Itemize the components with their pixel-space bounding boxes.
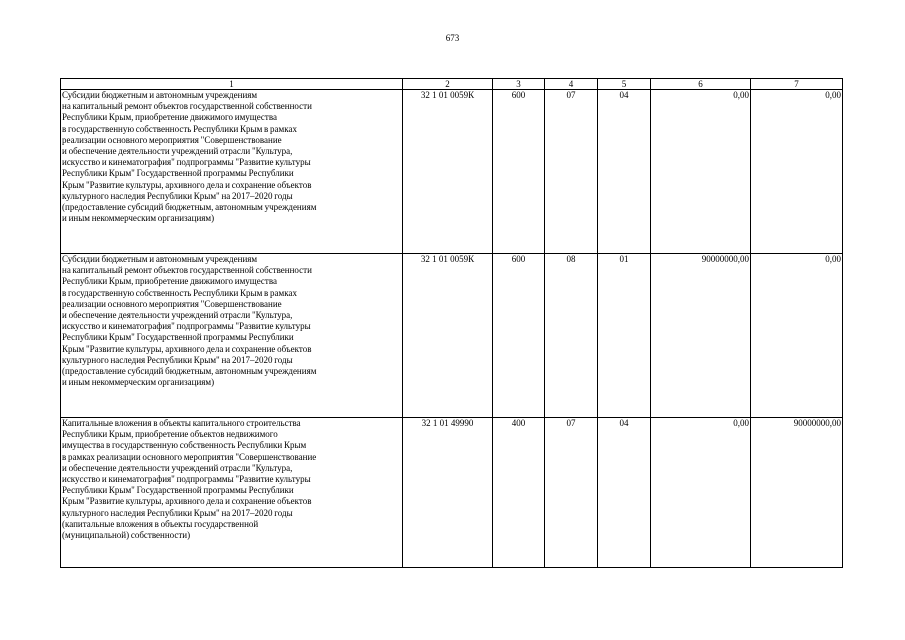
- header-cell-7: 7: [751, 79, 843, 90]
- row-expense-type: 400: [493, 418, 545, 568]
- row-amount-6: 90000000,00: [651, 254, 751, 418]
- page-number: 673: [445, 33, 460, 43]
- row-description: Субсидии бюджетным и автономным учреждениям на капитальный ремонт объектов государственной собственности Республики Крым, приобретение движимого имущества в государственную собственность Республики Крым в рамках реализации основного мероприятия "Совершенствование и обеспечение деятельности учреждений отрасли "Культура, искусство и кинематография" подпрограммы "Развитие культуры Республики Крым" Государственной программы Республики Крым "Развитие культуры, архивного дела и сохранение объектов культурного наследия Республики Крым" на 2017–2020 годы (предоставление субсидий бюджетным, автономным учреждениям и иным некоммерческим организациям): [61, 254, 403, 418]
- table-row: [61, 90, 843, 254]
- header-cell-5: 5: [598, 79, 651, 90]
- row-target-code: 32 1 01 49990: [403, 418, 493, 568]
- header-cell-3: 3: [493, 79, 545, 90]
- row-section: 08: [545, 254, 598, 418]
- row-section: 07: [545, 90, 598, 254]
- table-row: [61, 254, 843, 418]
- budget-table: [60, 78, 843, 568]
- row-target-code: 32 1 01 0059К: [403, 90, 493, 254]
- row-amount-6: 0,00: [651, 418, 751, 568]
- row-amount-7: 90000000,00: [751, 418, 843, 568]
- header-cell-6: 6: [651, 79, 751, 90]
- row-subsection: 01: [598, 254, 651, 418]
- row-amount-7: 0,00: [751, 254, 843, 418]
- row-expense-type: 600: [493, 90, 545, 254]
- row-amount-7: 0,00: [751, 90, 843, 254]
- row-section: 07: [545, 418, 598, 568]
- row-amount-6: 0,00: [651, 90, 751, 254]
- row-subsection: 04: [598, 418, 651, 568]
- header-cell-2: 2: [403, 79, 493, 90]
- row-description: Субсидии бюджетным и автономным учреждениям на капитальный ремонт объектов государственной собственности Республики Крым, приобретение движимого имущества в государственную собственность Республики Крым в рамках реализации основного мероприятия "Совершенствование и обеспечение деятельности учреждений отрасли "Культура, искусство и кинематография" подпрограммы "Развитие культуры Республики Крым" Государственной программы Республики Крым "Развитие культуры, архивного дела и сохранение объектов культурного наследия Республики Крым" на 2017–2020 годы (предоставление субсидий бюджетным, автономным учреждениям и иным некоммерческим организациям): [61, 90, 403, 254]
- header-cell-4: 4: [545, 79, 598, 90]
- row-expense-type: 600: [493, 254, 545, 418]
- header-cell-1: 1: [61, 79, 403, 90]
- row-description: Капитальные вложения в объекты капитального строительства Республики Крым, приобретение объектов недвижимого имущества в государственную собственность Республики Крым в рамках реализации основного мероприятия "Совершенствование и обеспечение деятельности учреждений отрасли "Культура, искусство и кинематография" подпрограммы "Развитие культуры Республики Крым" Государственной программы Республики Крым "Развитие культуры, архивного дела и сохранение объектов культурного наследия Республики Крым" на 2017–2020 годы (капитальные вложения в объекты государственной (муниципальной) собственности): [61, 418, 403, 568]
- header-row: [61, 79, 843, 90]
- table-row: [61, 418, 843, 568]
- row-subsection: 04: [598, 90, 651, 254]
- row-target-code: 32 1 01 0059К: [403, 254, 493, 418]
